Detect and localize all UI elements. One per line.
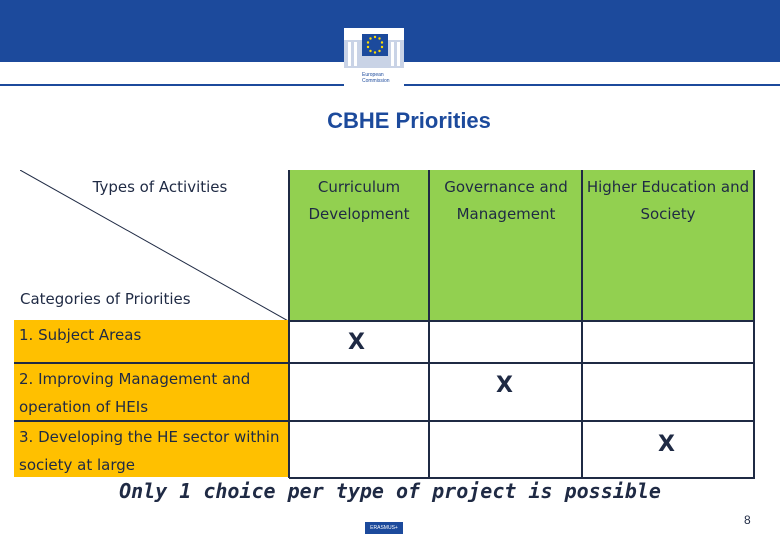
mark-row1-curriculum: X [348, 330, 365, 355]
grid-line [14, 420, 755, 422]
erasmus-plus-logo: ERASMUS+ [365, 522, 403, 534]
page-title: CBHE Priorities [327, 108, 491, 133]
grid-line [288, 170, 290, 478]
org-name: European Commission [362, 72, 390, 84]
mark-row2-governance: X [496, 373, 513, 398]
grid-line [289, 320, 755, 322]
corner-label-priorities: Categories of Priorities [20, 290, 191, 308]
row-label-subject-areas: 1. Subject Areas [19, 326, 142, 344]
mark-row3-society: X [658, 432, 675, 457]
european-commission-logo [344, 28, 404, 98]
row-label-management: 2. Improving Management and operation of HEIs [19, 370, 251, 416]
column-header-governance: Governance and Management [444, 178, 568, 223]
grid-line [753, 170, 755, 478]
footnote: Only 1 choice per type of project is possible [119, 479, 661, 503]
row-label-society: 3. Developing the HE sector within society at large [19, 428, 280, 474]
grid-line [428, 170, 430, 478]
grid-line [14, 362, 755, 364]
column-header-society: Higher Education and Society [586, 178, 750, 223]
corner-label-activities: Types of Activities [92, 178, 228, 196]
eu-flag-icon [362, 34, 388, 56]
page-number: 8 [744, 513, 751, 527]
column-header-curriculum: Curriculum Development [308, 178, 410, 223]
grid-line [581, 170, 583, 478]
